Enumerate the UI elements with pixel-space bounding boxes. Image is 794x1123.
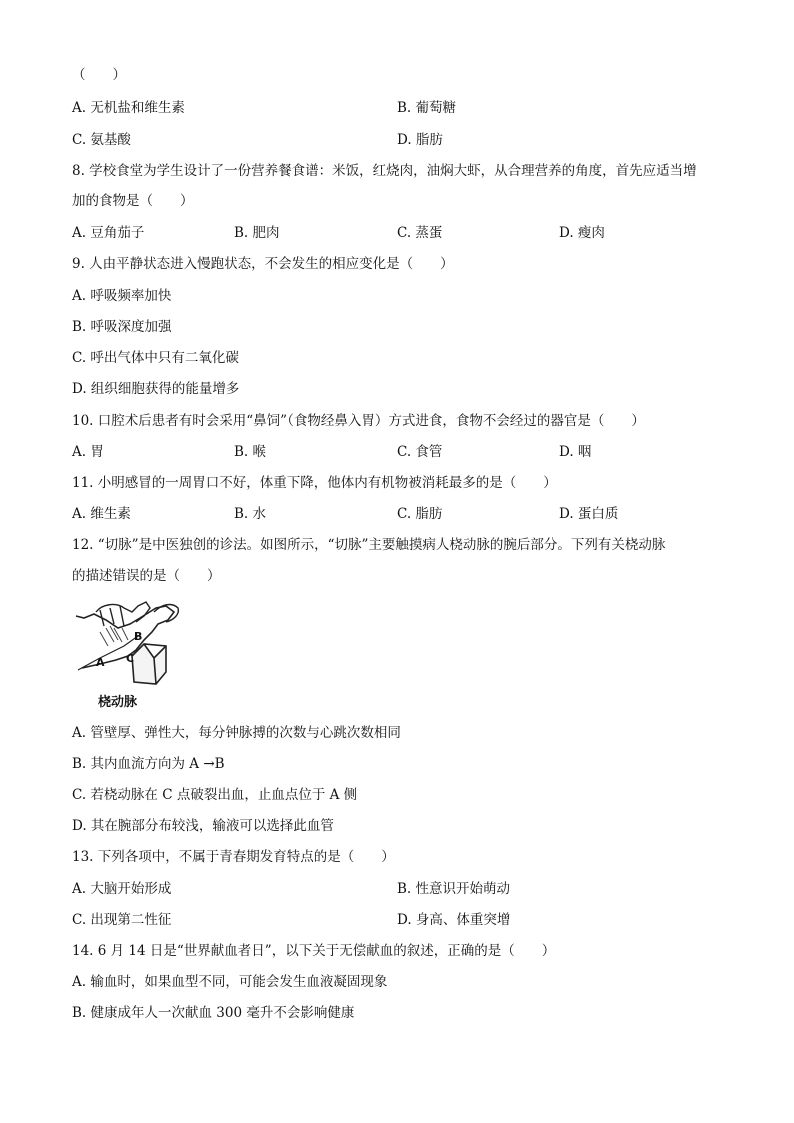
- option-b: B. 肥肉: [234, 225, 280, 241]
- option-c: C. 蒸蛋: [397, 225, 443, 241]
- question-12: 12. “切脉”是中医独创的诊法。如图所示，“切脉”主要触摸病人桡动脉的腕后部分。下列有关桡动脉: [72, 537, 666, 553]
- option-a: A. 大脑开始形成: [72, 881, 172, 897]
- question-stem-end: （ ）: [72, 67, 126, 83]
- option-d: D. 组织细胞获得的能量增多: [72, 381, 240, 397]
- option-d: D. 咽: [559, 444, 592, 460]
- option-b: B. 呼吸深度加强: [72, 319, 172, 335]
- option-d: D. 蛋白质: [559, 506, 619, 522]
- option-c: C. 出现第二性征: [72, 912, 172, 928]
- label-a: A: [96, 656, 105, 669]
- option-c: C. 若桡动脉在 C 点破裂出血，止血点位于 A 侧: [72, 787, 358, 803]
- fingers-outline: [96, 602, 150, 626]
- option-d: D. 身高、体重突增: [397, 912, 511, 928]
- question-13: 13. 下列各项中，不属于青春期发育特点的是（ ）: [72, 849, 395, 865]
- question-8: 8. 学校食堂为学生设计了一份营养餐食谱：米饭，红烧肉，油焖大虾，从合理营养的角度，首先应适当增: [72, 163, 697, 179]
- question-9: 9. 人由平静状态进入慢跑状态，不会发生的相应变化是（ ）: [72, 256, 454, 272]
- option-a: A. 呼吸频率加快: [72, 288, 172, 304]
- support-block: [132, 644, 166, 684]
- question-10: 10. 口腔术后患者有时会采用“鼻饲”（食物经鼻入胃）方式进食，食物不会经过的器官是（ ）: [72, 413, 645, 429]
- option-c: C. 呼出气体中只有二氧化碳: [72, 350, 239, 366]
- option-d: D. 瘦肉: [559, 225, 605, 241]
- option-a: A. 豆角茄子: [72, 225, 145, 241]
- option-b: B. 健康成年人一次献血 300 毫升不会影响健康: [72, 1005, 355, 1021]
- option-a: A. 维生素: [72, 506, 131, 522]
- option-a: A. 无机盐和维生素: [72, 100, 185, 116]
- question-8-cont: 加的食物是（ ）: [72, 193, 194, 209]
- option-d: D. 其在腕部分布较浅，输液可以选择此血管: [72, 818, 334, 834]
- option-c: C. 脂肪: [397, 506, 443, 522]
- figure-caption: 桡动脉: [98, 695, 138, 710]
- option-a: A. 胃: [72, 444, 104, 460]
- option-b: B. 葡萄糖: [397, 100, 457, 116]
- question-12-cont: 的描述错误的是（ ）: [72, 568, 221, 584]
- option-a: A. 管壁厚、弹性大，每分钟脉搏的次数与心跳次数相同: [72, 725, 401, 741]
- option-c: C. 氨基酸: [72, 132, 131, 148]
- question-14: 14. 6 月 14 日是“世界献血者日”，以下关于无偿献血的叙述，正确的是（ ）: [72, 943, 556, 959]
- option-b: B. 喉: [234, 444, 267, 460]
- question-11: 11. 小明感冒的一周胃口不好，体重下降，他体内有机物被消耗最多的是（ ）: [72, 475, 557, 491]
- option-a: A. 输血时，如果血型不同，可能会发生血液凝固现象: [72, 974, 388, 990]
- option-b: B. 水: [234, 506, 267, 522]
- option-d: D. 脂肪: [397, 132, 443, 148]
- label-b: B: [134, 630, 143, 643]
- option-b: B. 其内血流方向为 A →B: [72, 756, 225, 772]
- label-c: C: [126, 652, 135, 665]
- option-b: B. 性意识开始萌动: [397, 881, 511, 897]
- hand-shading: [100, 626, 128, 646]
- option-c: C. 食管: [397, 444, 443, 460]
